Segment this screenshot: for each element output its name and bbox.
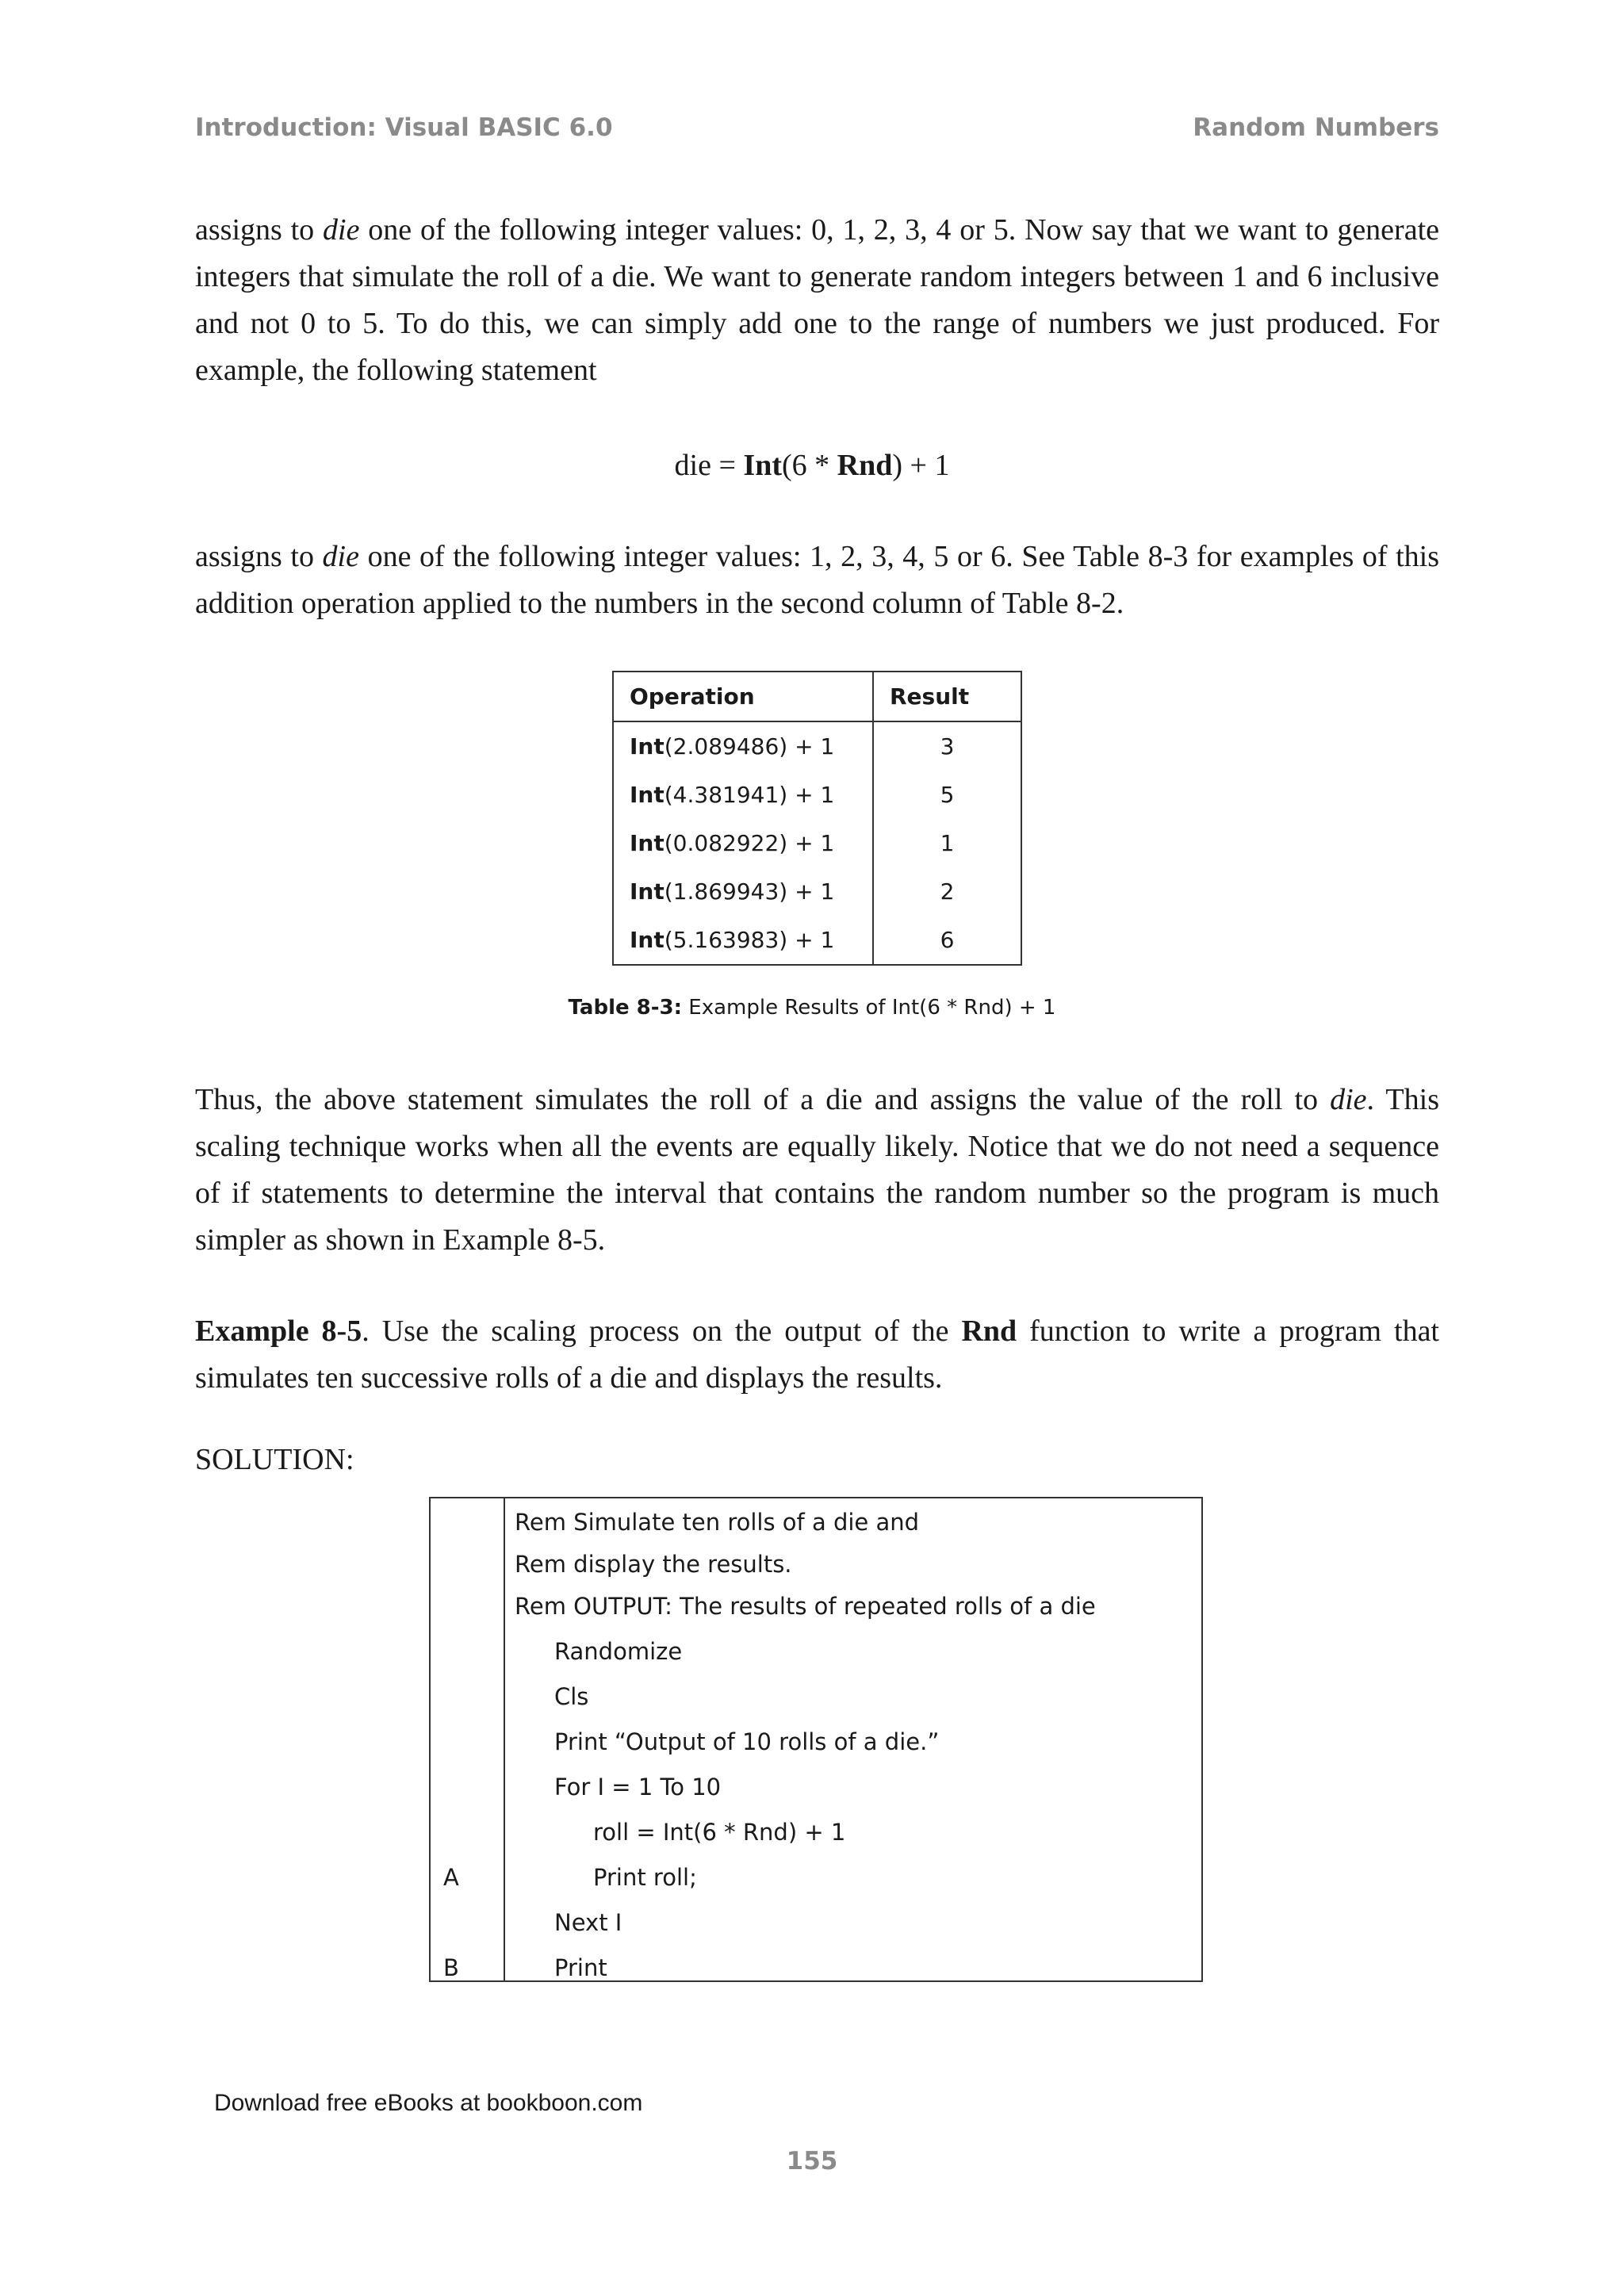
paragraph-assigns: assigns to die one of the following integer values: 1, 2, 3, 4, 5 or 6. See Table 8-3 for examples of this addition operation applied to the numbers in the second column of Table 8-2.	[195, 540, 1439, 620]
code-line-text: Print roll;	[593, 1864, 697, 1891]
code-line-text: Print	[554, 1954, 607, 1981]
code-line-text: roll = Int(6 * Rnd) + 1	[593, 1819, 846, 1846]
code-divider	[504, 1498, 505, 1980]
page-number: 155	[786, 2147, 838, 2175]
formula-die: die = Int(6 * Rnd) + 1	[674, 449, 950, 482]
paragraph-intro: assigns to die one of the following integer values: 0, 1, 2, 3, 4 or 5. Now say that we want to generate integers that simulate the roll of a die. We want to generate random integers between 1 and 6 inclusive and not 0 to 5. To do this, we can simply add one to the range of numbers we just produced. For example, the following statement	[195, 213, 1439, 387]
column-header-operation: Operation	[613, 672, 873, 721]
column-header-result: Result	[873, 672, 1021, 721]
code-line-text: For I = 1 To 10	[554, 1774, 722, 1800]
running-header-right: Random Numbers	[1193, 113, 1439, 142]
results-table	[612, 671, 1022, 966]
code-line-text: Print “Output of 10 rolls of a die.”	[554, 1728, 940, 1755]
table-header-row	[613, 672, 1021, 721]
code-line-text: Rem display the results.	[515, 1551, 792, 1578]
operation-cell: Int(4.381941) + 1	[613, 771, 873, 819]
result-cell: 5	[873, 771, 1021, 819]
result-cell: 3	[873, 721, 1021, 771]
table-row	[613, 721, 1021, 771]
operation-cell: Int(0.082922) + 1	[613, 819, 873, 867]
code-line-text: Cls	[554, 1683, 589, 1710]
table-row	[613, 819, 1021, 867]
code-line-label: A	[443, 1864, 459, 1891]
solution-label: SOLUTION:	[195, 1443, 354, 1476]
operation-cell: Int(1.869943) + 1	[613, 867, 873, 916]
code-listing	[429, 1497, 1203, 1982]
running-header-left: Introduction: Visual BASIC 6.0	[195, 113, 613, 142]
paragraph-thus: Thus, the above statement simulates the roll of a die and assigns the value of the roll to die. This scaling technique works when all the events are equally likely. Notice that we do not need a sequence of if statements to determine the interval that contains the random number so the program is much simpler as shown in Example 8-5.	[195, 1083, 1439, 1257]
result-cell: 2	[873, 867, 1021, 916]
example-statement: Example 8-5. Use the scaling process on the output of the Rnd function to write a program that simulates ten successive rolls of a die and displays the results.	[195, 1314, 1439, 1395]
code-line-text: Next I	[554, 1909, 622, 1936]
code-line-text: Randomize	[554, 1638, 683, 1665]
table-row	[613, 916, 1021, 965]
download-ebooks-link[interactable]: Download free eBooks at bookboon.com	[214, 2090, 643, 2116]
result-cell: 6	[873, 916, 1021, 965]
table-caption: Table 8-3: Example Results of Int(6 * Rnd) + 1	[568, 996, 1056, 1020]
code-line-text: Rem OUTPUT: The results of repeated rolls of a die	[515, 1593, 1096, 1620]
operation-cell: Int(2.089486) + 1	[613, 721, 873, 771]
code-line-label: B	[443, 1954, 459, 1981]
operation-cell: Int(5.163983) + 1	[613, 916, 873, 965]
result-cell: 1	[873, 819, 1021, 867]
code-line-text: Rem Simulate ten rolls of a die and	[515, 1509, 920, 1536]
table-row	[613, 771, 1021, 819]
table-row	[613, 867, 1021, 916]
